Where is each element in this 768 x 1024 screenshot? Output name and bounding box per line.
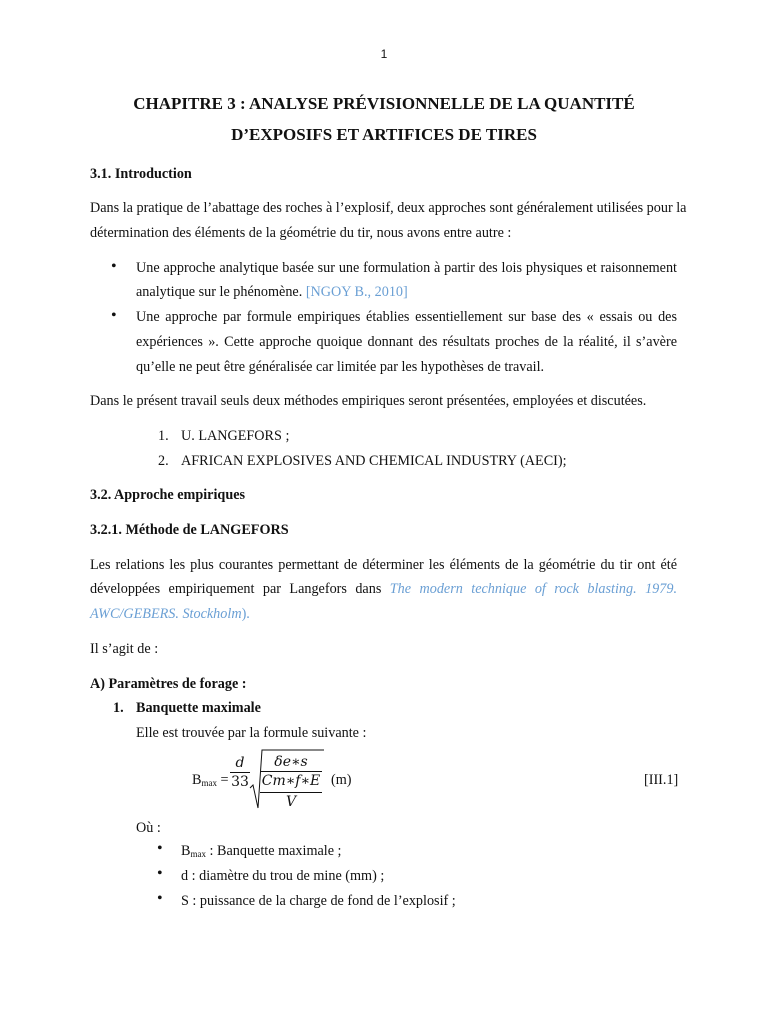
equation-number: [III.1] <box>644 772 679 788</box>
definition-symbol: B <box>181 843 191 859</box>
il-sagit-de: Il s’agit de : <box>90 641 159 657</box>
formula-b: B <box>192 772 202 788</box>
langefors-text: développées empiriquement par Langefors dans <box>90 581 382 597</box>
bullet-marker: • <box>111 307 117 324</box>
reference-close: ). <box>241 606 250 622</box>
formula-lhs <box>192 772 229 789</box>
bullet-1-line-1: Une approche analytique basée sur une formulation à partir des lois physiques et raisonnement <box>136 260 677 276</box>
inner-numerator: δe∗s <box>274 754 308 770</box>
bullet-marker: • <box>157 890 163 907</box>
citation-ngoy[interactable]: [NGOY B., 2010] <box>305 284 408 300</box>
fraction-numerator: d <box>235 755 245 771</box>
bullet-marker: • <box>111 258 117 275</box>
formula-b-subscript: max <box>201 778 217 788</box>
langefors-paragraph-line-3 <box>90 606 250 623</box>
fraction-d-over-33 <box>230 754 250 791</box>
methods-intro: Dans le présent travail seuls deux méthodes empiriques seront présentées, employées et discutées. <box>90 393 647 409</box>
reference-publisher[interactable]: AWC/GEBERS. Stockholm <box>90 606 242 622</box>
bullet-1-text: analytique sur le phénomène. <box>136 284 303 300</box>
definition-d: d : diamètre du trou de mine (mm) ; <box>181 868 385 884</box>
definition-s: S : puissance de la charge de fond de l’explosif ; <box>181 893 456 909</box>
formula-equals: = <box>220 772 229 788</box>
method-number: 1. <box>158 428 169 444</box>
bullet-2-line-1: Une approche par formule empiriques établies essentiellement sur base des « essais ou des <box>136 309 677 325</box>
chapter-title-line-2: D’EXPOSIFS ET ARTIFICES DE TIRES <box>231 125 537 144</box>
item-number: 1. <box>113 700 124 716</box>
formula-unit: (m) <box>331 772 352 788</box>
method-number: 2. <box>158 453 169 469</box>
fraction-inner <box>260 753 322 811</box>
method-item-aeci: AFRICAN EXPLOSIVES AND CHEMICAL INDUSTRY (AECI); <box>181 453 567 469</box>
intro-paragraph-line-1: Dans la pratique de l’abattage des roches à l’explosif, deux approches sont généralement utilisées pour la <box>90 200 687 216</box>
definition-text: : Banquette maximale ; <box>205 843 342 859</box>
bullet-marker: • <box>157 865 163 882</box>
formula-intro: Elle est trouvée par la formule suivante : <box>136 725 367 741</box>
langefors-paragraph-line-2 <box>90 581 677 598</box>
bullet-marker: • <box>157 840 163 857</box>
inner-denominator: Cm∗f∗E <box>261 773 321 789</box>
section-heading-introduction: 3.1. Introduction <box>90 166 192 182</box>
definitions-intro: Où : <box>136 820 161 836</box>
bullet-2-line-2: expériences ». Cette approche quoique donnant des résultats proches de la réalité, il s’avère <box>136 334 677 350</box>
intro-paragraph-line-2: détermination des éléments de la géométrie du tir, nous avons entre autre : <box>90 225 512 241</box>
fraction-denominator: 33 <box>231 774 249 790</box>
bullet-2-line-3: qu’elle ne peut être généralisée car limitée par les hypothèses de travail. <box>136 359 545 375</box>
section-heading-approche-empiriques: 3.2. Approche empiriques <box>90 487 246 503</box>
subsection-parametres-forage: A) Paramètres de forage : <box>90 676 247 692</box>
langefors-paragraph-line-1: Les relations les plus courantes permettant de déterminer les éléments de la géométrie du tir ont été <box>90 557 677 573</box>
outer-denominator: V <box>285 794 297 810</box>
item-banquette-maximale: Banquette maximale <box>136 700 261 716</box>
page-number: 1 <box>380 47 388 61</box>
chapter-title-line-1: CHAPITRE 3 : ANALYSE PRÉVISIONNELLE DE LA QUANTITÉ <box>133 94 635 113</box>
method-item-langefors: U. LANGEFORS ; <box>181 428 290 444</box>
reference-title[interactable]: The modern technique of rock blasting. 1979. <box>389 581 678 597</box>
definition-subscript: max <box>190 849 206 859</box>
bullet-1-line-2 <box>136 284 408 301</box>
section-heading-methode-langefors: 3.2.1. Méthode de LANGEFORS <box>90 522 289 538</box>
definition-bmax <box>181 843 342 860</box>
